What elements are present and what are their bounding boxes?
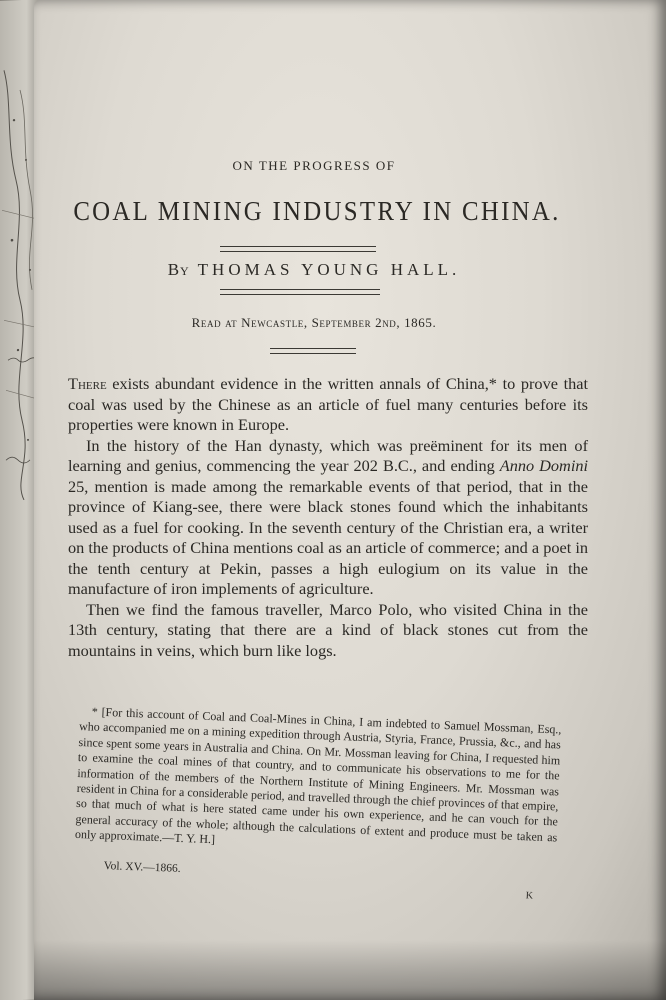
author-by: By: [167, 260, 190, 279]
footnote-text: * [For this account of Coal and Coal-Mines in China, I am indebted to Samuel Mossman, Esq., who accompanied me on a mining expedition through Austria, Styria, France, Prussia, &c., and has since spent some years in Australia and China. On Mr. Mossman leaving for China, I requested him to examine the coal mines of that country, and to communicate his observations to me for the information of the members of the Northern Institute of Mining Engineers. Mr. Mossman was resident in China for a considerable period, and travelled through the chief provinces of that empire, so that much of what is here stated came under his own experience, and he can vouch for the general accuracy of the whole; although the calculations of extent and produce must be taken as only approximate.—T. Y. H.]: [74, 704, 562, 847]
read-date-line: Read at Newcastle, September 2nd, 1865.: [191, 315, 437, 330]
paragraph-1-text: exists abundant evidence in the written annals of China,* to prove that coal was used by the Chinese as an article of fuel many centuries before its properties were known in Europe.: [68, 374, 588, 434]
title-divider: [220, 246, 376, 252]
article-body: [68, 374, 588, 661]
paragraph-3: Then we find the famous traveller, Marco Polo, who visited China in the 13th century, stating that there are a kind of black stones cut from the mountains in veins, which burn like logs.: [68, 599, 588, 660]
paragraph-2: [68, 436, 588, 600]
signature-mark: K: [525, 890, 534, 902]
article-kicker: ON THE PROGRESS OF: [232, 158, 396, 173]
author-name: THOMAS YOUNG HALL.: [197, 260, 461, 279]
paragraph-1: [68, 374, 588, 436]
era-abbreviation: B.C.: [382, 456, 413, 475]
article-title: COAL MINING INDUSTRY IN CHINA.: [73, 196, 561, 226]
paragraph-2-text-a: In the history of the Han dynasty, which was preëminent for its men of learning and genius, commencing the year 202: [68, 435, 588, 475]
paragraph-2-text-c: 25, mention is made among the remarkable events of that period, that in the province of Kiang-see, there were black stones found which the inhabitants used as a fuel for cooking. In the seventh century of the Christian era, a writer on the products of China mentions coal as an article of commerce; and a poet in the tenth century at Pekin, passes a high eulogium on its value in the manufacture of iron implements of agriculture.: [68, 476, 588, 598]
anno-domini-italic: Anno Domini: [499, 456, 589, 475]
read-line-divider: [270, 348, 356, 354]
page-content: [34, 0, 666, 1000]
volume-label: Vol. XV.—1866.: [103, 860, 181, 875]
author-line: [34, 260, 594, 280]
page-edge-shadow: [34, 940, 666, 1000]
footnote: [75, 704, 562, 861]
paragraph-lead-word: There: [68, 374, 107, 393]
author-divider: [220, 289, 380, 295]
page-footer: [103, 860, 534, 902]
paragraph-2-text-b: , and ending: [412, 456, 500, 475]
